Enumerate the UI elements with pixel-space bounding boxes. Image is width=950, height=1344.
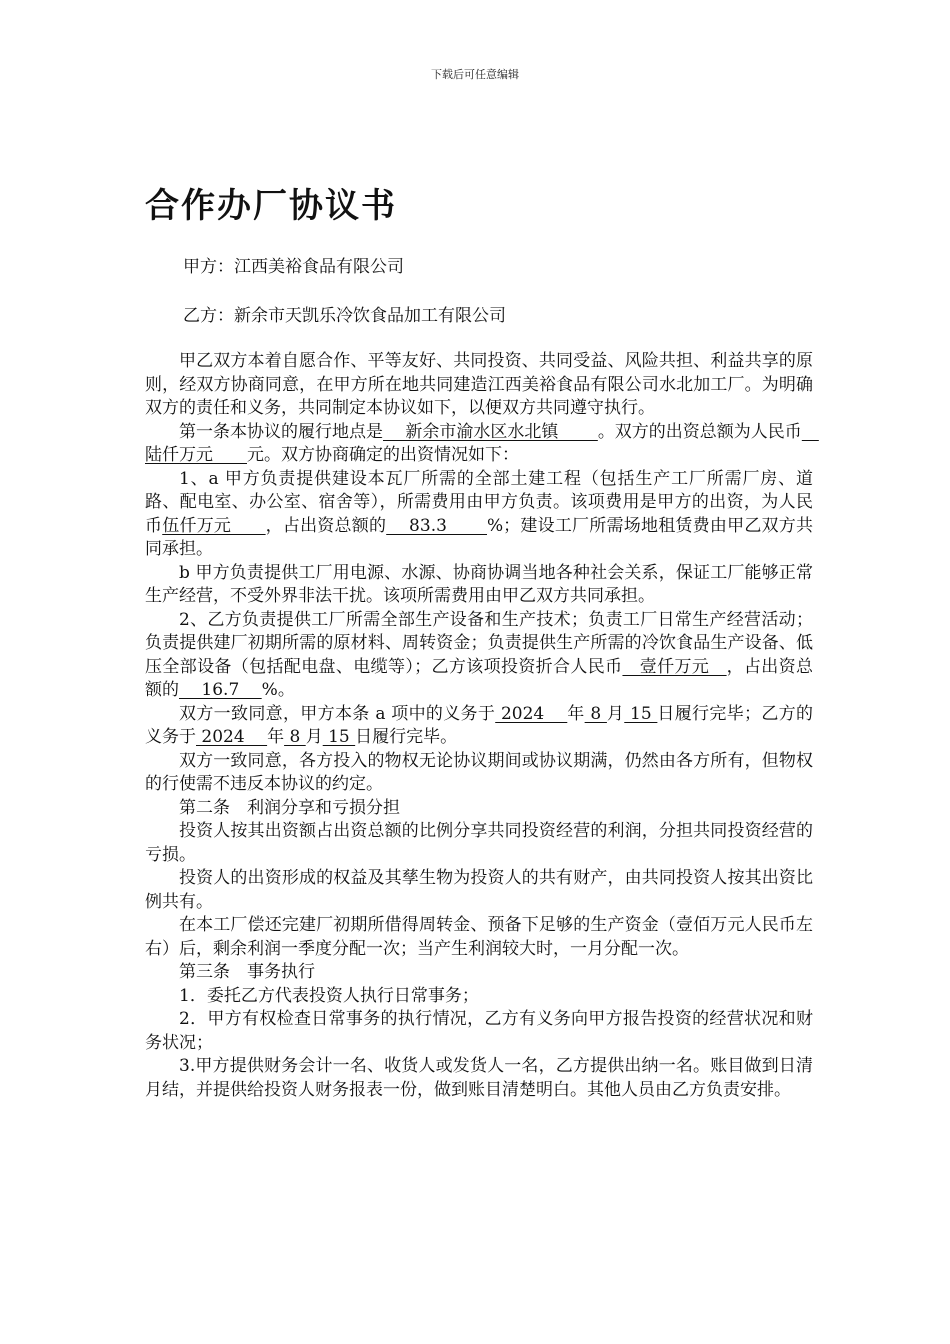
text-segment: 1、a 甲方负责提供建设本瓦厂所需的全部土建工程（包括生产工厂所需厂房、道路、配电室、办公室、宿舍等），所需费用由甲方负责。该项费用是甲方的出资，为人民币 bbox=[145, 468, 813, 536]
text-segment: ，占出资总额的 bbox=[265, 515, 387, 536]
text-segment: 元。双方协商确定的出资情况如下： bbox=[247, 445, 519, 465]
affairs-item-2: 2．甲方有权检查日常事务的执行情况，乙方有义务向甲方报告投资的经营状况和财务状况； bbox=[145, 1009, 813, 1053]
agreement-body bbox=[145, 350, 819, 1102]
article-2-heading: 第二条 利润分享和亏损分担 bbox=[179, 797, 400, 818]
clause-1a-paragraph bbox=[145, 468, 813, 562]
party-b-day-blank: 15 bbox=[322, 727, 356, 747]
affairs-item-3: 3.甲方提供财务会计一名、收货人或发货人一名，乙方提供出纳一名。账目做到日清月结，并提供给投资人财务报表一份，做到账目清楚明白。其他人员由乙方负责安排。 bbox=[145, 1056, 813, 1100]
total-investment-blank: 陆仟万元 bbox=[145, 421, 819, 465]
party-a: 甲方：江西美裕食品有限公司 bbox=[183, 257, 404, 277]
text-segment: 日履行完毕；乙方的义务于 bbox=[145, 703, 814, 747]
party-b-year-blank: 2024 bbox=[196, 727, 268, 747]
header-note: 下载后可任意编辑 bbox=[431, 68, 519, 81]
text-segment: 双方一致同意，甲方本条 a 项中的义务于 bbox=[179, 703, 496, 724]
article-1-paragraph bbox=[145, 421, 819, 468]
text-segment: 日履行完毕。 bbox=[355, 727, 458, 747]
joint-property-paragraph: 投资人的出资形成的权益及其孳生物为投资人的共有财产，由共同投资人按其出资比例共有。 bbox=[145, 868, 813, 912]
profit-distribution-paragraph: 在本工厂偿还完建厂初期所借得周转金、预备下足够的生产资金（壹佰万元人民币左右）后，剩余利润一季度分配一次；当产生利润较大时，一月分配一次。 bbox=[145, 915, 813, 959]
property-rights-paragraph: 双方一致同意，各方投入的物权无论协议期间或协议期满，仍然由各方所有，但物权的行使需不违反本协议的约定。 bbox=[145, 750, 813, 794]
text-segment: %。 bbox=[261, 680, 295, 700]
text-segment: 年 bbox=[267, 727, 285, 747]
text-segment: 。双方的出资总额为人民币 bbox=[597, 421, 802, 442]
document-title: 合作办厂协议书 bbox=[145, 186, 397, 226]
clause-2-paragraph bbox=[145, 609, 813, 703]
location-blank: 新余市渝水区水北镇 bbox=[383, 421, 598, 442]
text-segment: 2、乙方负责提供工厂所需全部生产设备和生产技术；负责工厂日常生产经营活动；负责提供建厂初期所需的原材料、周转资金；负责提供生产所需的冷饮食品生产设备、低压全部设备（包括配电盘、电缆等）；乙方该项投资折合人民币 bbox=[145, 609, 813, 677]
affairs-item-1: 1．委托乙方代表投资人执行日常事务； bbox=[179, 985, 479, 1006]
party-a-year-blank: 2024 bbox=[495, 703, 568, 724]
article-3-heading: 第三条 事务执行 bbox=[179, 962, 315, 982]
deadline-paragraph bbox=[145, 703, 813, 750]
party-a-amount-blank: 伍仟万元 bbox=[162, 515, 266, 536]
party-b-percent-blank: 16.7 bbox=[179, 680, 262, 700]
text-segment: 年 bbox=[567, 703, 585, 724]
text-segment: 月 bbox=[606, 703, 625, 724]
text-segment: 月 bbox=[305, 727, 323, 747]
text-segment: ，占出资总额的 bbox=[145, 656, 814, 700]
preamble-paragraph: 甲乙双方本着自愿合作、平等友好、共同投资、共同受益、风险共担、利益共享的原则，经双方协商同意，在甲方所在地共同建造江西美裕食品有限公司水北加工厂。为明确双方的责任和义务，共同制定本协议如下，以便双方共同遵守执行。 bbox=[145, 351, 813, 418]
party-a-month-blank: 8 bbox=[584, 703, 607, 724]
clause-1b-paragraph: b 甲方负责提供工厂用电源、水源、协商协调当地各种社会关系，保证工厂能够正常生产经营，不受外界非法干扰。该项所需费用由甲乙双方共同承担。 bbox=[145, 562, 813, 606]
text-segment: 第一条本协议的履行地点是 bbox=[179, 421, 383, 442]
party-b-month-blank: 8 bbox=[284, 727, 306, 747]
party-a-day-blank: 15 bbox=[624, 703, 658, 724]
party-a-percent-blank: 83.3 bbox=[386, 515, 487, 536]
profit-sharing-paragraph: 投资人按其出资额占出资总额的比例分享共同投资经营的利润，分担共同投资经营的亏损。 bbox=[145, 821, 813, 865]
party-b: 乙方：新余市天凯乐冷饮食品加工有限公司 bbox=[183, 306, 506, 326]
party-b-amount-blank: 壹仟万元 bbox=[622, 656, 727, 677]
text-segment: %；建设工厂所需场地租赁费由甲乙双方共同承担。 bbox=[145, 515, 814, 559]
